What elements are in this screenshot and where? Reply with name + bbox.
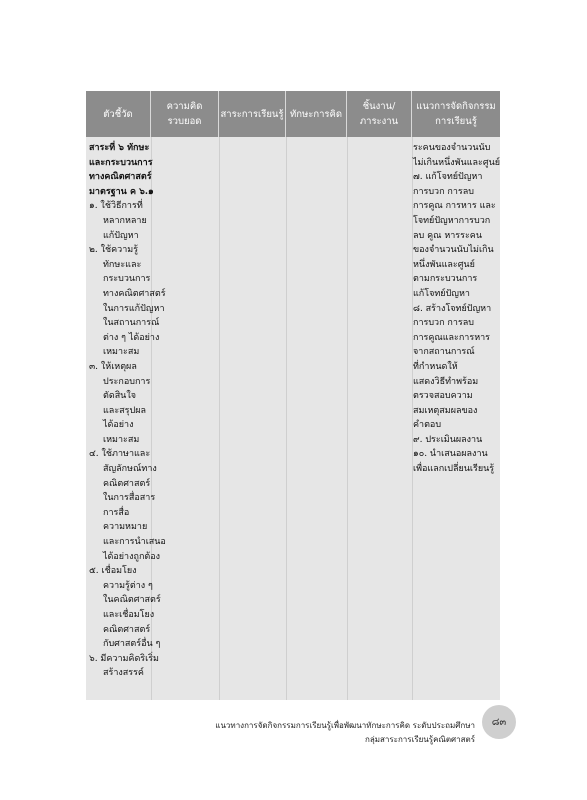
activity-line: การบวก การลบ (413, 186, 474, 197)
header-label: ชิ้นงาน/ ภาระงาน (359, 101, 399, 127)
header-label: สาระการเรียนรู้ (220, 108, 284, 120)
indicator-line: ประกอบการ (103, 376, 151, 387)
indicator-line: ต่าง ๆ ได้อย่าง (103, 332, 160, 343)
activity-line: จากสถานการณ์ (413, 347, 475, 358)
indicator-line: และการนำเสนอ (103, 537, 166, 548)
header-label: ทักษะการคิด (289, 108, 343, 120)
column-divider (219, 137, 220, 700)
footer-title: แนวทางการจัดกิจกรรมการเรียนรู้เพื่อพัฒนาทักษะการคิด ระดับประถมศึกษา (215, 721, 475, 730)
indicator-line: ๔. ใช้ภาษาและ (89, 449, 151, 460)
activity-line: การคูณ การหาร และ (413, 201, 496, 212)
indicator-line: เหมาะสม (103, 434, 140, 445)
indicator-line: คณิตศาสตร์ (103, 478, 151, 489)
header-label: แนวการจัดกิจกรรม การเรียนรู้ (416, 101, 496, 127)
indicator-line: และกระบวนการ (89, 157, 153, 168)
header-content (219, 91, 286, 137)
activity-line: ๙. ประเมินผลงาน (413, 434, 483, 445)
indicator-line: ๒. ใช้ความรู้ (89, 245, 139, 256)
column-divider (286, 137, 287, 700)
indicator-line: ทักษะและ (103, 259, 142, 270)
table-header (86, 91, 500, 137)
header-activities (412, 91, 500, 137)
activity-line: ๑๐. นำเสนอผลงาน (413, 449, 488, 460)
indicator-line: สาระที่ ๖ ทักษะ (89, 143, 150, 153)
indicator-line: ความหมาย (103, 522, 148, 533)
indicator-line: ๖. มีความคิดริเริ่ม (89, 653, 159, 664)
activity-line: ไม่เกินหนึ่งพันและศูนย์ (413, 157, 500, 168)
header-label: ตัวชี้วัด (103, 108, 133, 120)
indicator-line: ในการแก้ปัญหา (103, 303, 165, 314)
indicator-line: ๕. เชื่อมโยง (89, 566, 137, 577)
indicator-line: สร้างสรรค์ (103, 668, 144, 679)
activity-line: ที่กำหนดให้ (413, 361, 458, 372)
activity-line: ของจำนวนนับไม่เกิน (413, 245, 494, 256)
activity-line: ตรวจสอบความ (413, 391, 473, 402)
activity-line: ระคนของจำนวนนับ (413, 143, 491, 153)
indicator-line: และสรุปผล (103, 405, 146, 416)
header-tasks (347, 91, 412, 137)
indicator-line: ได้อย่างถูกต้อง (103, 551, 161, 562)
header-label: ความคิด รวบยอด (166, 101, 203, 127)
activity-line: สมเหตุสมผลของ (413, 405, 478, 416)
indicator-line: ได้อย่าง (103, 420, 134, 431)
page-number: ๘๓ (482, 705, 516, 739)
activity-line: แก้โจทย์ปัญหา (413, 288, 470, 299)
indicator-line: ๑. ใช้วิธีการที่ (89, 201, 143, 212)
activity-line: คำตอบ (413, 420, 442, 431)
indicator-line: ความรู้ต่าง ๆ (103, 580, 153, 591)
curriculum-table (86, 91, 500, 700)
activity-line: การบวก การลบ (413, 318, 474, 329)
indicator-line: ทางคณิตศาสตร์ (103, 288, 166, 299)
activity-line: ๘. สร้างโจทย์ปัญหา (413, 303, 492, 314)
header-concept (151, 91, 219, 137)
activity-line: เพื่อแลกเปลี่ยนเรียนรู้ (413, 464, 495, 475)
activity-line: โจทย์ปัญหาการบวก (413, 215, 491, 226)
indicator-line: สัญลักษณ์ทาง (103, 464, 157, 475)
activity-line: การคูณและการหาร (413, 332, 491, 343)
activity-line: หนึ่งพันและศูนย์ (413, 259, 475, 270)
footer-subtitle: กลุ่มสาระการเรียนรู้คณิตศาสตร์ (364, 735, 475, 744)
indicator-line: ในสถานการณ์ (103, 318, 160, 329)
indicator-line: ในการสื่อสาร (103, 493, 156, 504)
header-thinking-skills (286, 91, 347, 137)
indicator-line: เหมาะสม (103, 347, 140, 358)
indicator-line: ในคณิตศาสตร์ (103, 595, 161, 606)
column-divider (347, 137, 348, 700)
indicator-line: คณิตศาสตร์ (103, 624, 151, 635)
activities-column (413, 141, 499, 477)
header-indicators (86, 91, 151, 137)
indicator-line: กับศาสตร์อื่น ๆ (103, 639, 161, 650)
indicator-line: การสื่อ (103, 507, 130, 518)
indicator-line: กระบวนการ (103, 274, 151, 285)
activity-line: ลบ คูณ หารระคน (413, 230, 482, 241)
activity-line: ตามกระบวนการ (413, 274, 478, 285)
indicator-line: มาตรฐาน ค ๖.๑ (89, 186, 154, 197)
indicator-line: ๓. ให้เหตุผล (89, 361, 137, 372)
activity-line: ๗. แก้โจทย์ปัญหา (413, 172, 483, 183)
indicators-column (89, 141, 166, 681)
indicator-line: ตัดสินใจ (103, 391, 137, 402)
indicator-line: ทางคณิตศาสตร์ (89, 172, 152, 183)
indicator-line: แก้ปัญหา (103, 230, 139, 241)
indicator-line: หลากหลาย (103, 215, 147, 226)
indicator-line: และเชื่อมโยง (103, 610, 155, 620)
activity-line: แสดงวิธีทำพร้อม (413, 376, 479, 387)
